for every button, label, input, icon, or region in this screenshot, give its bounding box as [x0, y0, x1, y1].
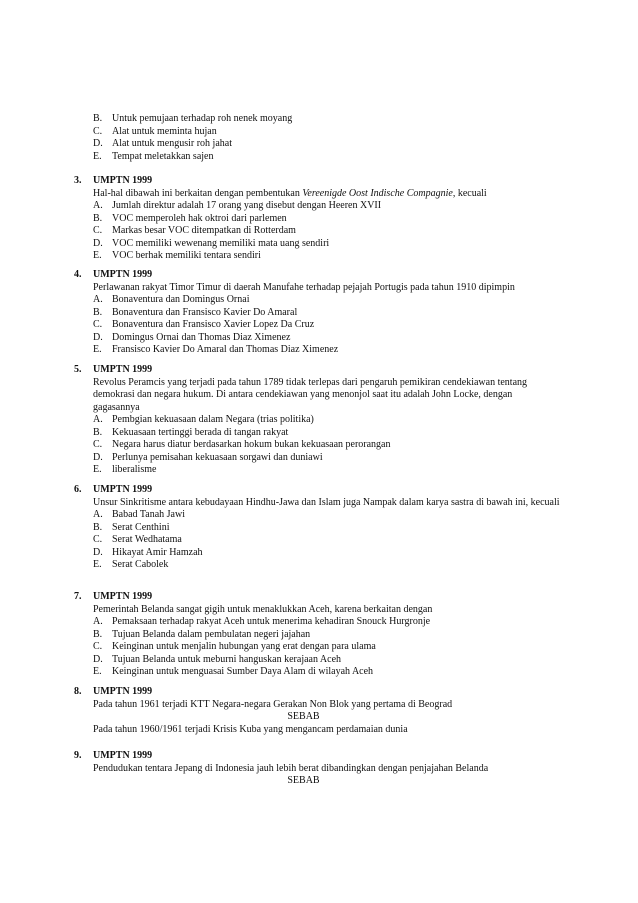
- option-a: [93, 200, 564, 213]
- stem-italic-term: Vereenigde Oost Indische Compagnie: [302, 187, 453, 199]
- option-e: [93, 151, 563, 164]
- option-text: Alat untuk mengusir roh jahat: [112, 138, 232, 149]
- option-letter: C.: [93, 319, 103, 330]
- option-letter: D.: [93, 653, 103, 665]
- option-e: [93, 666, 564, 679]
- option-a: [93, 414, 564, 427]
- option-text: Pembgian kekuasaan dalam Negara (trias politika): [112, 414, 314, 425]
- option-text: Hikayat Amir Hamzah: [112, 546, 203, 558]
- option-letter: D.: [93, 451, 103, 463]
- option-e: [93, 559, 564, 572]
- option-letter: B.: [93, 212, 103, 224]
- option-b: [93, 213, 564, 226]
- option-b: [93, 307, 564, 320]
- option-text: Domingus Ornai dan Thomas Diaz Ximenez: [112, 331, 291, 343]
- previous-question-options: [93, 113, 563, 163]
- question-stem: Perlawanan rakyat Timor Timur di daerah Manufahe terhadap pejajah Portugis pada tahun 1910 dipimpin: [93, 281, 515, 293]
- question-stem: [93, 188, 564, 201]
- option-b: [93, 522, 564, 535]
- question-8: [74, 686, 564, 736]
- option-letter: D.: [93, 138, 103, 149]
- option-text: Serat Wedhatama: [112, 534, 182, 545]
- question-number: 7.: [74, 591, 82, 602]
- option-text: Kekuasaan tertinggi berada di tangan rakyat: [112, 426, 289, 438]
- option-letter: E.: [93, 344, 102, 355]
- option-e: [93, 250, 564, 263]
- option-a: [93, 509, 564, 522]
- stem-text: Hal-hal dibawah ini berkaitan dengan pembentukan: [93, 187, 303, 199]
- option-text: Serat Centhini: [112, 521, 170, 533]
- option-letter: C.: [93, 534, 103, 545]
- question-4: [74, 269, 564, 357]
- option-letter: A.: [93, 616, 103, 627]
- option-letter: D.: [93, 546, 103, 558]
- option-a: [93, 616, 564, 629]
- option-letter: B.: [93, 521, 103, 533]
- option-c: [93, 534, 564, 547]
- option-letter: B.: [93, 306, 103, 318]
- question-stem: Revolus Peramcis yang terjadi pada tahun 1789 tidak terlepas dari pengaruh pemikiran cendekiawan tentang demokrasi dan negara hukum. Di antara cendekiawan yang menonjol saat itu adalah John Locke, dengan gagasannya: [93, 376, 528, 413]
- question-source: UMPTN 1999: [93, 175, 153, 186]
- question-6: [74, 484, 564, 572]
- option-text: Keinginan untuk menjalin hubungan yang erat dengan para ulama: [112, 641, 376, 652]
- option-e: [93, 464, 564, 477]
- option-text: Serat Cabolek: [112, 559, 169, 570]
- option-e: [93, 344, 564, 357]
- statement-1: Pendudukan tentara Jepang di Indonesia jauh lebih berat dibandingkan dengan penjajahan Belanda: [93, 762, 489, 774]
- question-number: 8.: [74, 686, 82, 697]
- option-letter: B.: [93, 628, 103, 640]
- option-b: [93, 427, 564, 440]
- question-source: UMPTN 1999: [93, 686, 153, 697]
- option-text: Tujuan Belanda dalam pembulatan negeri jajahan: [112, 628, 311, 640]
- option-text: Fransisco Kavier Do Amaral dan Thomas Diaz Ximenez: [112, 344, 339, 355]
- option-text: Pemaksaan terhadap rakyat Aceh untuk menerima kehadiran Snouck Hurgronje: [112, 616, 431, 627]
- option-text: liberalisme: [112, 464, 157, 475]
- option-text: Tempat meletakkan sajen: [112, 150, 214, 162]
- question-stem: Unsur Sinkritisme antara kebudayaan Hindhu-Jawa dan Islam juga Nampak dalam karya sastra di bawah ini, kecuali: [93, 496, 560, 508]
- option-d: [93, 138, 563, 151]
- question-number: 6.: [74, 484, 82, 495]
- option-letter: A.: [93, 509, 103, 520]
- question-9: [74, 750, 564, 788]
- option-letter: A.: [93, 294, 103, 305]
- option-text: Markas besar VOC ditempatkan di Rotterdam: [112, 225, 296, 236]
- question-5: [74, 364, 564, 477]
- option-b: [93, 113, 563, 126]
- option-text: Tujuan Belanda untuk meburni hanguskan kerajaan Aceh: [112, 653, 342, 665]
- option-text: Jumlah direktur adalah 17 orang yang disebut dengan Heeren XVII: [112, 200, 382, 211]
- question-stem: Pemerintah Belanda sangat gigih untuk menaklukkan Aceh, karena berkaitan dengan: [93, 603, 433, 615]
- option-d: [93, 547, 564, 560]
- question-source: UMPTN 1999: [93, 750, 153, 761]
- option-letter: B.: [93, 426, 103, 438]
- option-text: Bonaventura dan Domingus Ornai: [112, 294, 250, 305]
- option-letter: C.: [93, 439, 103, 450]
- option-text: VOC memperoleh hak oktroi dari parlemen: [112, 212, 287, 224]
- question-source: UMPTN 1999: [93, 364, 153, 375]
- option-letter: D.: [93, 331, 103, 343]
- sebab-connector: SEBAB: [287, 711, 320, 722]
- option-d: [93, 452, 564, 465]
- option-letter: D.: [93, 237, 103, 249]
- option-letter: A.: [93, 200, 103, 211]
- question-7: [74, 591, 564, 679]
- option-text: Bonaventura dan Fransisco Xavier Lopez Da Cruz: [112, 319, 315, 330]
- option-text: Alat untuk meminta hujan: [112, 125, 217, 137]
- option-text: Perlunya pemisahan kekuasaan sorgawi dan duniawi: [112, 451, 323, 463]
- stem-text-end: , kecuali: [452, 187, 487, 199]
- sebab-connector: SEBAB: [287, 775, 320, 786]
- option-letter: E.: [93, 666, 102, 677]
- option-text: Babad Tanah Jawi: [112, 509, 185, 520]
- question-source: UMPTN 1999: [93, 484, 153, 495]
- statement-1: Pada tahun 1961 terjadi KTT Negara-negara Gerakan Non Blok yang pertama di Beograd: [93, 698, 453, 710]
- option-d: [93, 332, 564, 345]
- option-letter: C.: [93, 641, 103, 652]
- option-letter: E.: [93, 464, 102, 475]
- option-letter: E.: [93, 150, 102, 162]
- option-c: [93, 641, 564, 654]
- option-letter: E.: [93, 250, 102, 261]
- option-text: Keinginan untuk menguasai Sumber Daya Alam di wilayah Aceh: [112, 666, 374, 677]
- question-source: UMPTN 1999: [93, 269, 153, 280]
- question-source: UMPTN 1999: [93, 591, 153, 602]
- option-text: Negara harus diatur berdasarkan hokum bukan kekuasaan perorangan: [112, 439, 391, 450]
- statement-2: Pada tahun 1960/1961 terjadi Krisis Kuba yang mengancam perdamaian dunia: [93, 723, 408, 735]
- option-b: [93, 629, 564, 642]
- option-text: Untuk pemujaan terhadap roh nenek moyang: [112, 113, 293, 124]
- option-letter: A.: [93, 414, 103, 425]
- option-d: [93, 238, 564, 251]
- option-a: [93, 294, 564, 307]
- option-letter: C.: [93, 125, 103, 137]
- question-number: 3.: [74, 175, 82, 186]
- question-3: [74, 175, 564, 263]
- option-letter: E.: [93, 559, 102, 570]
- question-number: 4.: [74, 269, 82, 280]
- option-text: VOC memiliki wewenang memiliki mata uang sendiri: [112, 237, 330, 249]
- option-text: Bonaventura dan Fransisco Kavier Do Amaral: [112, 306, 298, 318]
- option-c: [93, 225, 564, 238]
- option-c: [93, 319, 564, 332]
- option-d: [93, 654, 564, 667]
- question-number: 9.: [74, 750, 82, 761]
- question-number: 5.: [74, 364, 82, 375]
- option-text: VOC berhak memiliki tentara sendiri: [112, 250, 261, 261]
- option-letter: C.: [93, 225, 103, 236]
- option-c: [93, 439, 564, 452]
- option-c: [93, 126, 563, 139]
- option-letter: B.: [93, 113, 103, 124]
